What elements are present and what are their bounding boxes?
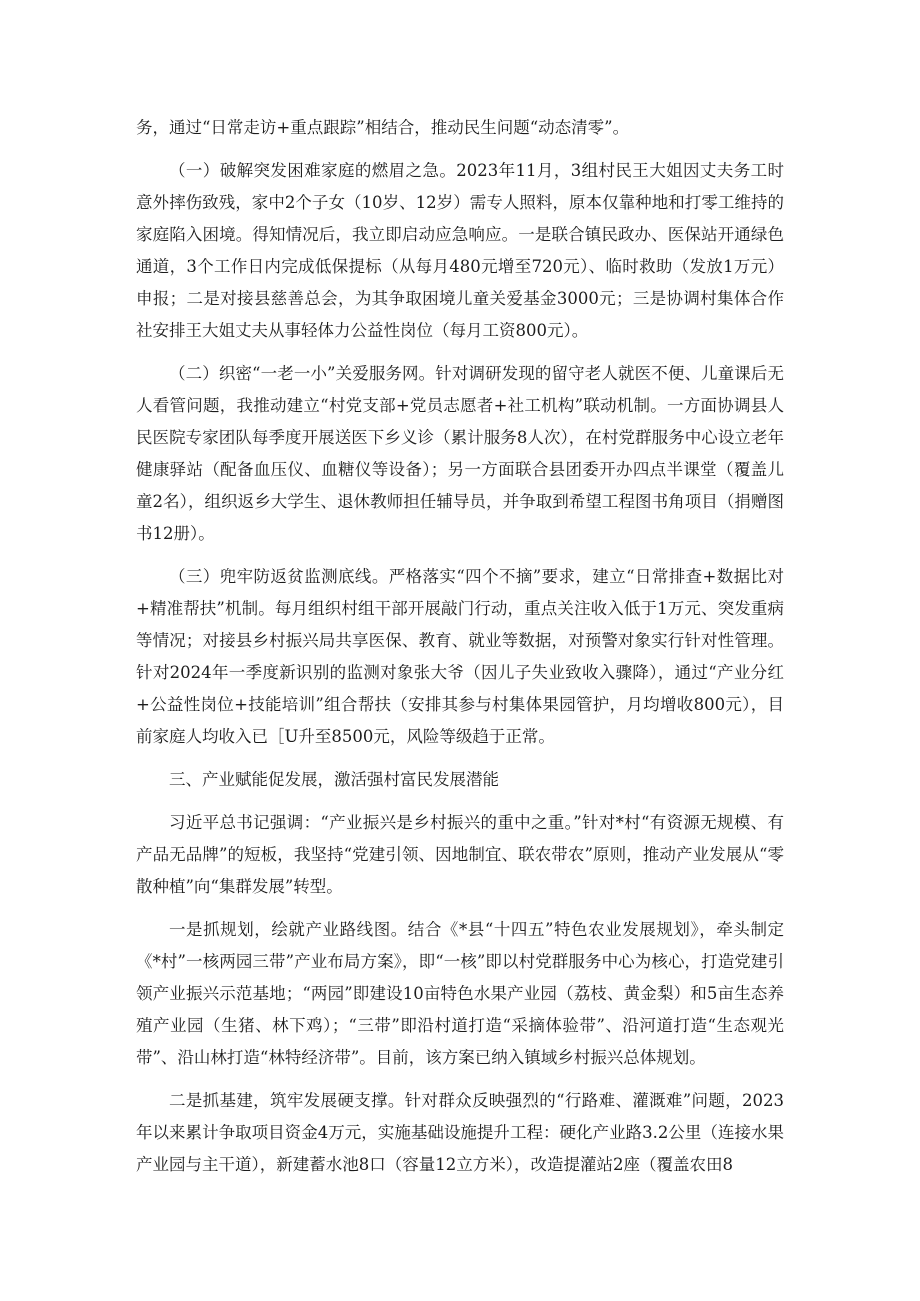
paragraph-intro: 习近平总书记强调：“产业振兴是乡村振兴的重中之重。”针对*村“有资源无规模、有产品无品牌”的短板，我坚持“党建引领、因地制宜、联农带农”原则，推动产业发展从“零散种植”向“集群发展”转型。 xyxy=(136,813,784,896)
paragraph-section-1: （一）破解突发困难家庭的燃眉之急。2023年11月，3组村民王大姐因丈夫务工时意外摔伤致残，家中2个子女（10岁、12岁）需专人照料，原本仅靠种地和打零工维持的家庭陷入困境。得知情况后，我立即启动应急响应。一是联合镇民政办、医保站开通绿色通道，3个工作日内完成低保提标（从每月480元增至720元）、临时救助（发放1万元）申报；二是对接县慈善总会，为其争取困境儿童关爱基金3000元；三是协调村集体合作社安排王大姐丈夫从事轻体力公益性岗位（每月工资800元）。 xyxy=(136,161,784,340)
paragraph-continuation: 务，通过“日常走访+重点跟踪”相结合，推动民生问题“动态清零”。 xyxy=(136,118,630,137)
section-heading: 三、产业赋能促发展，激活强村富民发展潜能 xyxy=(169,770,499,789)
document-body xyxy=(136,112,784,1192)
paragraph-planning: 一是抓规划，绘就产业路线图。结合《*县“十四五”特色农业发展规划》，牵头制定《*村”一核两园三带”产业布局方案》，即“一核”即以村党群服务中心为核心，打造党建引领产业振兴示范基地；“两园”即建设10亩特色水果产业园（荔枝、黄金梨）和5亩生态养殖产业园（生猪、林下鸡）；“三带”即沿村道打造“采摘体验带”、沿河道打造“生态观光带”、沿山林打造“林特经济带”。目前，该方案已纳入镇域乡村振兴总体规划。 xyxy=(136,920,784,1067)
paragraph-section-2: （二）织密“一老一小”关爱服务网。针对调研发现的留守老人就医不便、儿童课后无人看管问题，我推动建立“村党支部+党员志愿者+社工机构”联动机制。一方面协调县人民医院专家团队每季度开展送医下乡义诊（累计服务8人次），在村党群服务中心设立老年健康驿站（配备血压仪、血糖仪等设备）；另一方面联合县团委开办四点半课堂（覆盖儿童2名），组织返乡大学生、退休教师担任辅导员，并争取到希望工程图书角项目（捐赠图书12册）。 xyxy=(136,364,784,543)
paragraph-infrastructure: 二是抓基建，筑牢发展硬支撑。针对群众反映强烈的“行路难、灌溉难”问题，2023年以来累计争取项目资金4万元，实施基础设施提升工程：硬化产业路3.2公里（连接水果产业园与主干道），新建蓄水池8口（容量12立方米），改造提灌站2座（覆盖农田8 xyxy=(136,1091,784,1174)
paragraph-section-3: （三）兜牢防返贫监测底线。严格落实“四个不摘”要求，建立“日常排查+数据比对+精准帮扶”机制。每月组织村组干部开展敲门行动，重点关注收入低于1万元、突发重病等情况；对接县乡村振兴局共享医保、教育、就业等数据，对预警对象实行针对性管理。针对2024年一季度新识别的监测对象张大爷（因儿子失业致收入骤降），通过“产业分红+公益性岗位+技能培训”组合帮扶（安排其参与村集体果园管护，月均增收800元），目前家庭人均收入已［U升至8500元，风险等级趋于正常。 xyxy=(136,567,784,746)
